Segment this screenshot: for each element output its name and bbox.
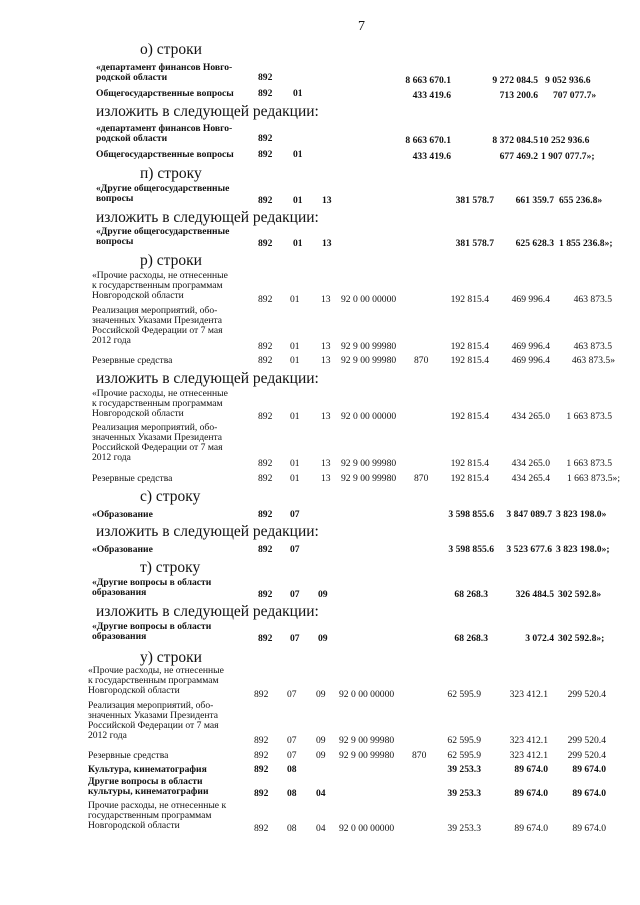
row-name: Реализация мероприятий, обо- значенных Указами Президента Российской Федерации от 7 мая 2012 года xyxy=(92,305,223,347)
section-r-heading: р) строки xyxy=(140,252,202,269)
row-value-1: 8 663 670.1 xyxy=(405,135,451,146)
row-code: 892 xyxy=(258,88,273,99)
row-section: 07 xyxy=(287,689,297,700)
row-code: 892 xyxy=(258,633,273,644)
row-expense-type: 870 xyxy=(414,355,429,366)
row-value-2: 323 412.1 xyxy=(509,750,548,761)
row-value-2: 469 996.4 xyxy=(511,341,550,352)
row-section: 07 xyxy=(287,750,297,761)
row-code: 892 xyxy=(258,509,273,520)
row-value-1: 192 815.4 xyxy=(450,458,489,469)
row-name: «Другие общегосударственные вопросы xyxy=(96,226,230,248)
row-section: 08 xyxy=(287,788,297,799)
row-code: 892 xyxy=(258,458,273,469)
row-code: 892 xyxy=(258,238,273,249)
row-value-1: 192 815.4 xyxy=(450,294,489,305)
section-o-heading: о) строки xyxy=(140,41,202,58)
row-name: «Образование xyxy=(92,544,153,555)
row-value-1: 3 598 855.6 xyxy=(448,544,494,555)
row-target: 92 9 00 99980 xyxy=(339,735,395,746)
row-target: 92 9 00 99980 xyxy=(341,355,397,366)
row-value-2: 434 265.0 xyxy=(511,411,550,422)
row-value-3: 299 520.4 xyxy=(567,750,606,761)
row-value-3: 463 873.5 xyxy=(573,294,612,305)
row-name: «департамент финансов Новго- родской области xyxy=(96,62,233,84)
row-value-2: 89 674.0 xyxy=(514,823,548,834)
row-value-1: 433 419.6 xyxy=(412,90,451,101)
replace-label: изложить в следующей редакции: xyxy=(96,103,319,120)
row-code: 892 xyxy=(258,473,273,484)
row-code: 892 xyxy=(258,294,273,305)
row-value-2: 661 359.7 xyxy=(515,195,554,206)
row-name: «департамент финансов Новго- родской области xyxy=(96,123,233,145)
replace-label: изложить в следующей редакции: xyxy=(96,209,319,226)
row-value-3: 1 663 873.5 xyxy=(566,458,612,469)
row-value-1: 192 815.4 xyxy=(450,355,489,366)
row-value-3: 302 592.8» xyxy=(558,589,602,600)
row-code: 892 xyxy=(258,133,273,144)
row-target: 92 0 00 00000 xyxy=(339,689,395,700)
row-value-2: 469 996.4 xyxy=(511,355,550,366)
row-value-1: 3 598 855.6 xyxy=(448,509,494,520)
row-target: 92 0 00 00000 xyxy=(341,411,397,422)
row-name: «Прочие расходы, не отнесенные к государственным программам Новгородской области xyxy=(92,388,228,420)
row-value-3: 9 052 936.6 xyxy=(545,75,591,86)
row-code: 892 xyxy=(254,735,269,746)
row-value-1: 381 578.7 xyxy=(455,238,494,249)
row-section: 07 xyxy=(290,509,300,520)
row-subsection: 04 xyxy=(316,788,326,799)
replace-label: изложить в следующей редакции: xyxy=(96,370,319,387)
row-value-3: 302 592.8»; xyxy=(558,633,605,644)
row-value-3: 89 674.0 xyxy=(572,788,606,799)
row-target: 92 0 00 00000 xyxy=(339,823,395,834)
row-value-2: 323 412.1 xyxy=(509,689,548,700)
row-code: 892 xyxy=(258,544,273,555)
row-value-2: 3 072.4 xyxy=(525,633,554,644)
row-value-2: 323 412.1 xyxy=(509,735,548,746)
row-subsection: 09 xyxy=(316,689,326,700)
row-name: «Другие вопросы в области образования xyxy=(92,621,212,643)
row-subsection: 13 xyxy=(321,355,331,366)
row-value-2: 89 674.0 xyxy=(514,788,548,799)
replace-label: изложить в следующей редакции: xyxy=(96,523,319,540)
row-value-2: 9 272 084.5 xyxy=(492,75,538,86)
row-value-2: 434 265.4 xyxy=(511,473,550,484)
row-value-3: 299 520.4 xyxy=(567,735,606,746)
row-subsection: 13 xyxy=(321,473,331,484)
row-value-1: 192 815.4 xyxy=(450,411,489,422)
row-code: 892 xyxy=(254,788,269,799)
row-name: Резервные средства xyxy=(88,750,169,761)
row-value-3: 707 077.7» xyxy=(553,90,597,101)
row-code: 892 xyxy=(254,689,269,700)
row-subsection: 13 xyxy=(321,341,331,352)
row-value-2: 3 523 677.6 xyxy=(506,544,552,555)
row-value-3: 299 520.4 xyxy=(567,689,606,700)
row-section: 01 xyxy=(293,238,303,249)
row-expense-type: 870 xyxy=(414,473,429,484)
row-code: 892 xyxy=(258,195,273,206)
row-subsection: 13 xyxy=(322,195,332,206)
row-name: Общегосударственные вопросы xyxy=(96,149,234,160)
row-value-1: 62 595.9 xyxy=(447,689,481,700)
row-value-2: 434 265.0 xyxy=(511,458,550,469)
row-code: 892 xyxy=(258,355,273,366)
row-subsection: 04 xyxy=(316,823,326,834)
section-u-heading: у) строки xyxy=(140,649,202,666)
row-value-2: 8 372 084.5 xyxy=(492,135,538,146)
row-section: 01 xyxy=(290,458,300,469)
row-code: 892 xyxy=(258,341,273,352)
row-code: 892 xyxy=(254,750,269,761)
row-value-2: 89 674.0 xyxy=(514,764,548,775)
row-value-3: 89 674.0 xyxy=(572,764,606,775)
row-name: «Прочие расходы, не отнесенные к государственным программам Новгородской области xyxy=(88,665,224,697)
section-s-heading: с) строку xyxy=(140,488,201,505)
row-code: 892 xyxy=(258,589,273,600)
row-section: 01 xyxy=(293,88,303,99)
row-value-3: 10 252 936.6 xyxy=(539,135,590,146)
row-section: 08 xyxy=(287,764,297,775)
row-section: 08 xyxy=(287,823,297,834)
row-target: 92 9 00 99980 xyxy=(339,750,395,761)
row-name: Реализация мероприятий, обо- значенных Указами Президента Российской Федерации от 7 мая 2012 года xyxy=(88,700,219,742)
row-section: 01 xyxy=(290,294,300,305)
row-name: Прочие расходы, не отнесенные к государственным программам Новгородской области xyxy=(88,800,227,832)
row-value-1: 62 595.9 xyxy=(447,750,481,761)
row-value-2: 625 628.3 xyxy=(515,238,554,249)
row-subsection: 09 xyxy=(318,633,328,644)
row-value-3: 3 823 198.0»; xyxy=(556,544,610,555)
section-p-heading: п) строку xyxy=(140,165,202,182)
row-subsection: 09 xyxy=(316,750,326,761)
row-subsection: 09 xyxy=(316,735,326,746)
row-code: 892 xyxy=(254,823,269,834)
row-target: 92 9 00 99980 xyxy=(341,341,397,352)
row-subsection: 13 xyxy=(322,238,332,249)
row-code: 892 xyxy=(258,411,273,422)
row-name: Резервные средства xyxy=(92,473,173,484)
row-name: Другие вопросы в области культуры, кинематографии xyxy=(88,776,209,798)
row-value-2: 469 996.4 xyxy=(511,294,550,305)
row-code: 892 xyxy=(258,72,273,83)
row-value-2: 677 469.2 xyxy=(499,151,538,162)
page-number: 7 xyxy=(358,19,365,34)
row-section: 01 xyxy=(290,411,300,422)
row-value-3: 1 663 873.5 xyxy=(566,411,612,422)
row-section: 01 xyxy=(290,341,300,352)
row-value-1: 8 663 670.1 xyxy=(405,75,451,86)
row-subsection: 13 xyxy=(321,458,331,469)
row-name: «Образование xyxy=(92,509,153,520)
row-value-3: 3 823 198.0» xyxy=(556,509,607,520)
row-section: 07 xyxy=(290,589,300,600)
row-value-1: 68 268.3 xyxy=(454,633,488,644)
replace-label: изложить в следующей редакции: xyxy=(96,603,319,620)
row-section: 01 xyxy=(293,149,303,160)
row-expense-type: 870 xyxy=(412,750,427,761)
row-section: 07 xyxy=(290,633,300,644)
row-name: Общегосударственные вопросы xyxy=(96,88,234,99)
row-subsection: 09 xyxy=(318,589,328,600)
row-subsection: 13 xyxy=(321,411,331,422)
row-value-1: 39 253.3 xyxy=(447,764,481,775)
row-name: «Другие общегосударственные вопросы xyxy=(96,183,230,205)
row-name: Культура, кинематография xyxy=(88,764,207,775)
row-code: 892 xyxy=(258,149,273,160)
row-value-3: 89 674.0 xyxy=(572,823,606,834)
row-value-2: 326 484.5 xyxy=(515,589,554,600)
row-section: 07 xyxy=(287,735,297,746)
row-name: «Прочие расходы, не отнесенные к государственным программам Новгородской области xyxy=(92,270,228,302)
row-section: 01 xyxy=(293,195,303,206)
row-value-3: 655 236.8» xyxy=(559,195,603,206)
row-target: 92 9 00 99980 xyxy=(341,473,397,484)
row-target: 92 9 00 99980 xyxy=(341,458,397,469)
row-name: «Другие вопросы в области образования xyxy=(92,577,212,599)
row-value-1: 381 578.7 xyxy=(455,195,494,206)
row-value-2: 3 847 089.7 xyxy=(506,509,552,520)
row-value-1: 62 595.9 xyxy=(447,735,481,746)
row-value-3: 463 873.5 xyxy=(573,341,612,352)
row-code: 892 xyxy=(254,764,269,775)
row-section: 07 xyxy=(290,544,300,555)
row-value-1: 39 253.3 xyxy=(447,823,481,834)
row-name: Реализация мероприятий, обо- значенных Указами Президента Российской Федерации от 7 мая 2012 года xyxy=(92,422,223,464)
row-value-3: 1 907 077.7»; xyxy=(541,151,595,162)
row-value-1: 433 419.6 xyxy=(412,151,451,162)
row-target: 92 0 00 00000 xyxy=(341,294,397,305)
row-value-1: 68 268.3 xyxy=(454,589,488,600)
row-value-3: 1 663 873.5»; xyxy=(566,473,620,484)
row-value-3: 1 855 236.8»; xyxy=(559,238,613,249)
row-value-1: 192 815.4 xyxy=(450,473,489,484)
row-section: 01 xyxy=(290,473,300,484)
row-subsection: 13 xyxy=(321,294,331,305)
row-value-2: 713 200.6 xyxy=(499,90,538,101)
row-value-1: 39 253.3 xyxy=(447,788,481,799)
row-name: Резервные средства xyxy=(92,355,173,366)
row-value-1: 192 815.4 xyxy=(450,341,489,352)
row-value-3: 463 873.5» xyxy=(571,355,615,366)
row-section: 01 xyxy=(290,355,300,366)
section-t-heading: т) строку xyxy=(140,559,201,576)
